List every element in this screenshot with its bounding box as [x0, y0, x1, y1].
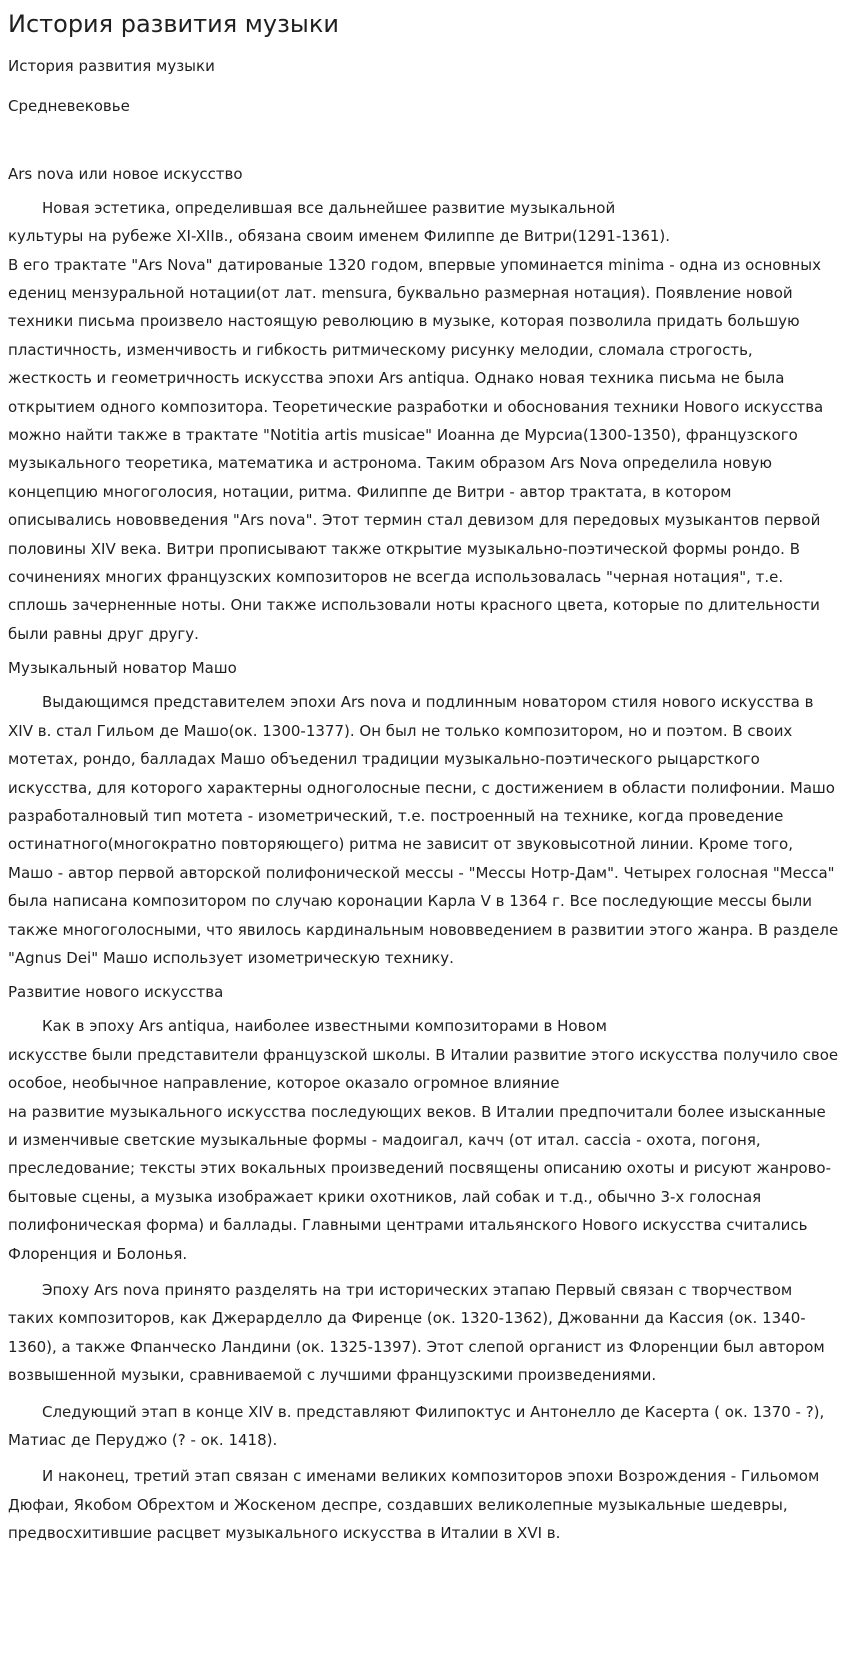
paragraph: И наконец, третий этап связан с именами великих композиторов эпохи Возрождения - Гильомом Дюфаи, Якобом Обрехтом и Жоскеном деспре, создавших великолепные музыкальные шедевры, предвосхитившие расцвет музыкального искусства в Италии в XVI в. [8, 1467, 820, 1543]
paragraph: Выдающимся представителем эпохи Ars nova и подлинным новатором стиля нового искусства в XIV в. стал Гильом де Машо(ок. 1300-1377). Он был не только композитором, но и поэтом. В своих мотетах, рондо, балладах Машо объеденил традиции музыкально-поэтического рыцарсткого искусства, для которого характерны одноголосные песни, с достижением в области полифонии. Машо разработалновый тип мотета - изометрический, т.е. построенный на технике, когда проведение остинатного(многократно повторяющего) ритма не зависит от звуковысотной линии. Кроме того, Машо - автор первой авторской полифонической мессы - "Мессы Нотр-Дам". Четырех голосная "Месса" была написана композитором по случаю коронации Карла V в 1364 г. Все последующие мессы были также многоголосными, что явилось кардинальным нововведением в развитии этого жанра. В разделе "Agnus Dei" Машо использует изометрическую технику. [8, 693, 839, 967]
section-ars-nova [8, 162, 839, 649]
period-label: Средневековье [8, 97, 130, 116]
section-masho [8, 656, 839, 972]
section-heading: Музыкальный новатор Машо [8, 659, 237, 678]
paragraph: Эпоху Ars nova принято разделять на три исторических этапаю Первый связан с творчеством таких композиторов, как Джерарделло да Фиренце (ок. 1320-1362), Джованни да Кассия (ок. 1340-1360), а также Фпанческо Ландини (ок. 1325-1397). Этот слепой органист из Флоренции был автором возвышенной музыки, сравниваемой с лучшими французскими произведениями. [8, 1281, 825, 1385]
page-title: История развития музыки [8, 10, 339, 38]
paragraph: Новая эстетика, определившая все дальнейшее развитие музыкальной культуры на рубеже XI-XIIв., обязана своим именем Филиппе де Витри(1291-1361). В его трактате "Ars Nova" датированые 1320 годом, впервые упоминается minima - одна из основных едениц мензуральной нотации(от лат. mensura, буквально размерная нотация). Появление новой техники письма произвело настоящую революцию в музыке, которая позволила придать большую пластичность, изменчивость и гибкость ритмическому рисунку мелодии, сломала строгость, жесткость и геометричность искусства эпохи Ars antiqua. Однако новая техника письма не была открытием одного композитора. Теоретические разработки и обоснования техники Нового искусства можно найти также в трактате "Notitia artis musicae" Иоанна де Мурсиа(1300-1350), французского музыкального теоретика, математика и астронома. Таким образом Ars Nova определила новую концепцию многоголосия, нотации, ритма. Филиппе де Витри - автор трактата, в котором описывались нововведения "Ars nova". Этот термин стал девизом для передовых музыкантов первой половины XIV века. Витри прописывают также открытие музыкально-поэтической формы рондо. В сочинениях многих французских композиторов не всегда использовалась "черная нотация", т.е. сплошь зачерненные ноты. Они также использовали ноты красного цвета, которые по длительности были равны друг другу. [8, 198, 824, 643]
section-heading: Развитие нового искусства [8, 983, 224, 1002]
paragraph: Как в эпоху Ars antiqua, наиболее известными композиторами в Новом искусстве были представители французской школы. В Италии развитие этого искусства получило свое особое, необычное направление, которое оказало огромное влияние на развитие музыкального искусства последующих веков. В Италии предпочитали более изысканные и изменчивые светские музыкальные формы - мадоигал, качч (от итал. caccia - охота, погоня, преследование; тексты этих вокальных произведений посвящены описанию охоты и рисуют жанрово-бытовые сцены, а музыка изображает крики охотников, лай собак и т.д., обычно 3-х голосная полифоническая форма) и баллады. Главными центрами итальянского Нового искусства считались Флоренция и Болонья. [8, 1017, 839, 1263]
section-heading: Ars nova или новое искусство [8, 164, 243, 183]
paragraph: Следующий этап в конце XIV в. представляют Филипоктус и Антонелло де Касерта ( ок. 1370 - ?), Матиас де Перуджо (? - ок. 1418). [8, 1402, 825, 1450]
spacer [8, 134, 839, 162]
article-subtitle: История развития музыки [8, 56, 215, 75]
section-development [8, 980, 839, 1547]
